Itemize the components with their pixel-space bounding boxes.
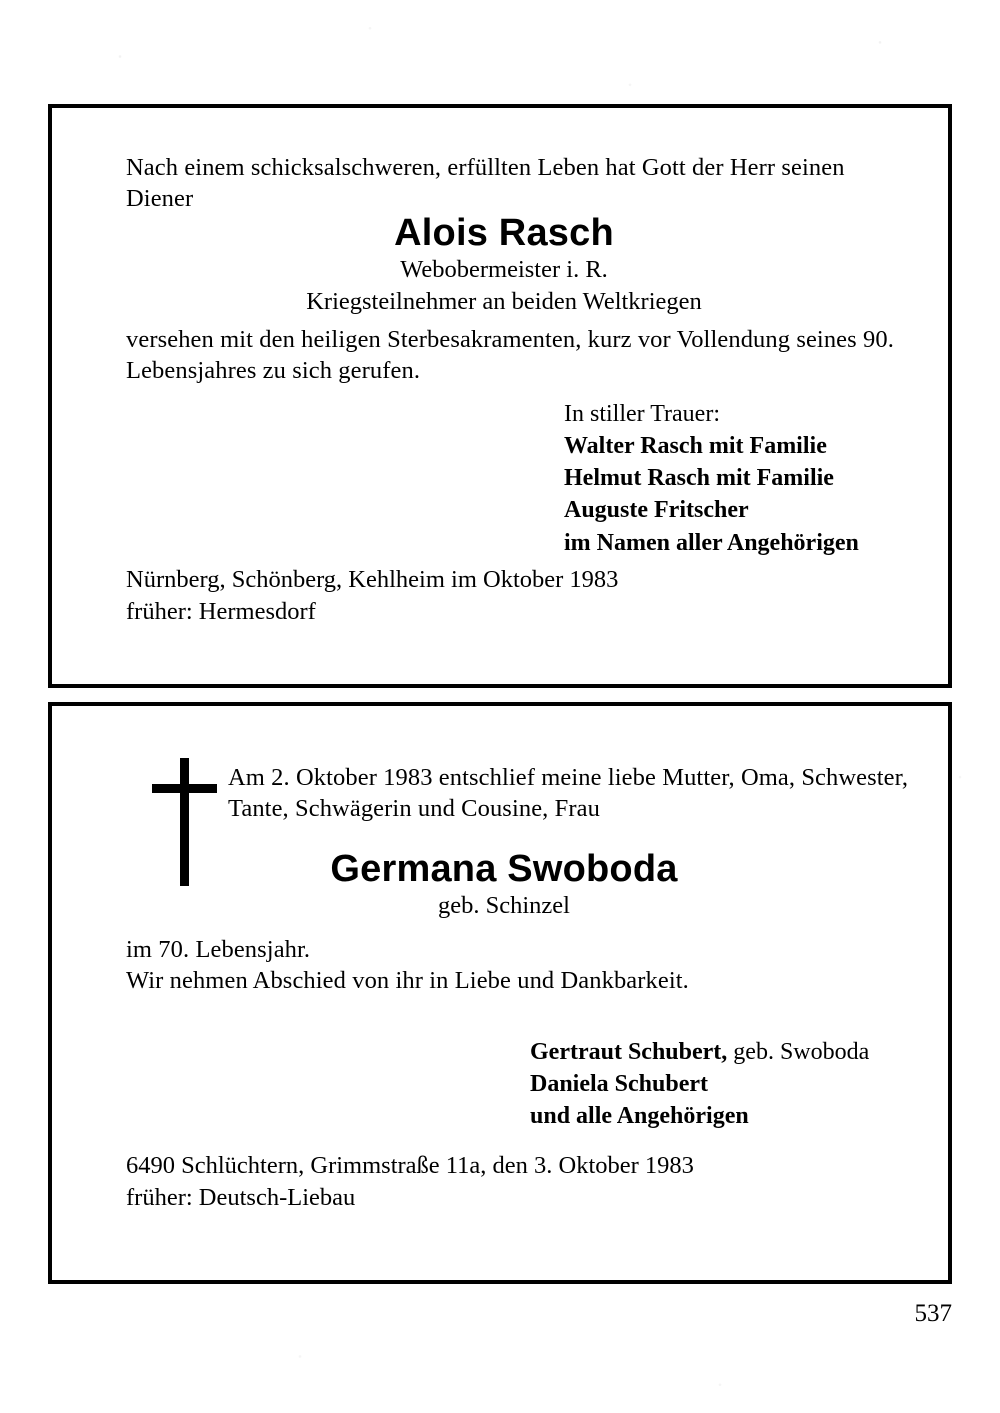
mourner-name: Helmut Rasch mit Familie <box>564 465 834 492</box>
page-number: 537 <box>914 1300 952 1327</box>
mourner-name: im Namen aller Angehörigen <box>564 529 859 556</box>
place-and-date-block <box>126 1150 886 1214</box>
obituary-body-text <box>126 934 886 997</box>
mourning-heading: In stiller Trauer: <box>564 401 720 427</box>
mourner-name: Daniela Schubert <box>530 1071 709 1098</box>
deceased-name: Germana Swoboda <box>330 848 678 890</box>
mourner-name-suffix: geb. Swoboda <box>727 1039 870 1065</box>
obituary-body-line-2: Wir nehmen Abschied von ihr in Liebe und Dankbarkeit. <box>126 967 689 995</box>
deceased-subtitle <box>88 254 920 318</box>
mourner-row <box>530 1068 930 1100</box>
deceased-subtitle <box>88 890 920 922</box>
mourner-row <box>530 1036 930 1068</box>
obituary-intro-text: Am 2. Oktober 1983 entschlief meine liebe Mutter, Oma, Schwester, Tante, Schwägerin und Cousine, Frau <box>228 764 909 823</box>
deceased-maiden-name: geb. Schinzel <box>438 892 570 919</box>
obituary-body-text: versehen mit den heiligen Sterbesakramenten, kurz vor Vollendung seines 90. Lebensjahres zu sich gerufen. <box>126 326 894 385</box>
obituary-notice-swoboda <box>48 702 952 1284</box>
place-and-date-block <box>126 564 886 628</box>
deceased-subtitle-line-2: Kriegsteilnehmer an beiden Weltkriegen <box>306 287 702 315</box>
mourner-name: Walter Rasch mit Familie <box>564 433 827 460</box>
place-line: Nürnberg, Schönberg, Kehlheim im Oktober 1983 <box>126 566 619 593</box>
mourner-name: Auguste Fritscher <box>564 497 749 524</box>
place-line: 6490 Schlüchtern, Grimmstraße 11a, den 3. Oktober 1983 <box>126 1152 694 1179</box>
mourner-name: Gertraut Schubert, <box>530 1039 728 1065</box>
obituary-notice-rasch <box>48 104 952 688</box>
deceased-subtitle-line-1: Webobermeister i. R. <box>400 256 608 283</box>
obituary-body-line-1: im 70. Lebensjahr. <box>126 936 311 963</box>
deceased-name: Alois Rasch <box>394 212 614 254</box>
former-residence-line: früher: Hermesdorf <box>126 597 316 625</box>
mourner-row <box>530 1100 930 1132</box>
mourner-name: und alle Angehörigen <box>530 1103 749 1130</box>
mourners-block <box>530 1036 930 1132</box>
mourners-block <box>564 398 924 559</box>
former-residence-line: früher: Deutsch-Liebau <box>126 1183 356 1211</box>
obituary-intro-text: Nach einem schicksalschweren, erfüllten Leben hat Gott der Herr seinen Diener <box>126 154 845 213</box>
